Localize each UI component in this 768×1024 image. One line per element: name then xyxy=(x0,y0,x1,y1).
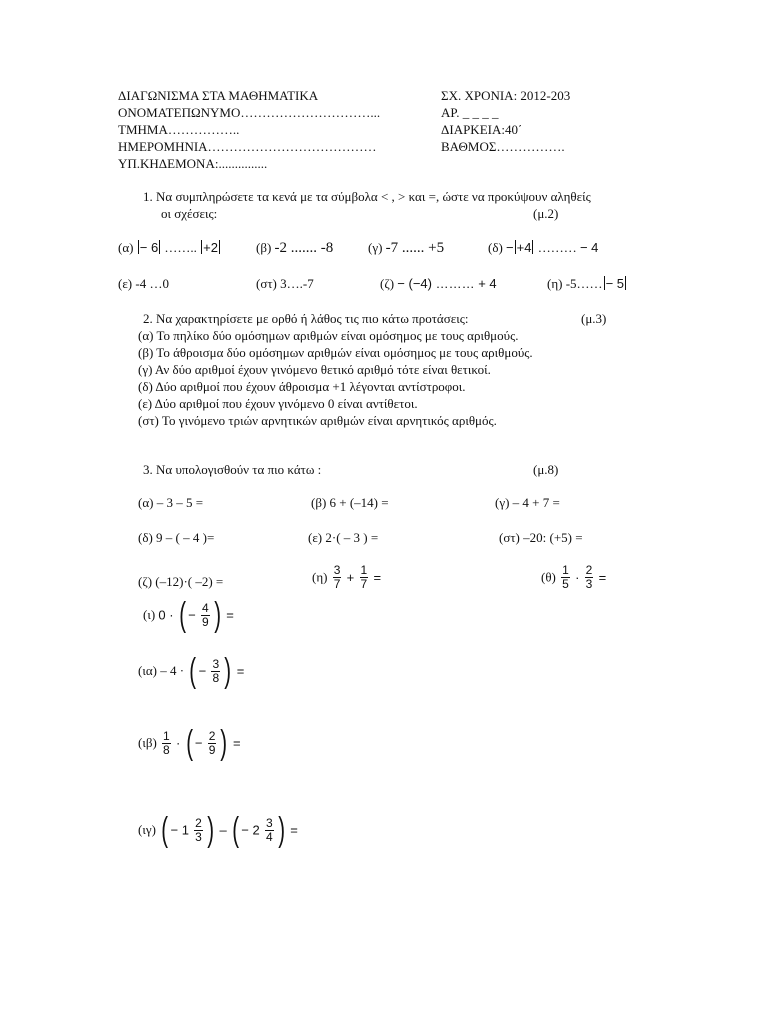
q3-item-e: (ε) 2·( – 3 ) = xyxy=(308,530,379,545)
q2-statement: (ε) Δύο αριθμοί που έχουν γινόμενο 0 είναι αντίθετοι. xyxy=(138,396,418,411)
q3-instruction: 3. Να υπολογισθούν τα πιο κάτω : xyxy=(143,462,322,477)
q2-marks: (μ.3) xyxy=(581,311,607,326)
q3-item-a: (α) – 3 – 5 = xyxy=(138,495,204,510)
q2-statement: (γ) Αν δύο αριθμοί έχουν γινόμενο θετικό αριθμό τότε είναι θετικοί. xyxy=(138,362,491,377)
q1-item-c: (γ) -7 ...... +5 xyxy=(368,240,445,256)
q1-item-h: (η) -5…… − 5 xyxy=(547,276,624,291)
fraction: $\frac{1}{8}$ xyxy=(163,728,170,757)
q3-item-b: (β) 6 + (–14) = xyxy=(311,495,389,510)
q1-instruction-cont: οι σχέσεις: xyxy=(161,206,218,221)
fraction: $\frac{1}{7}$ xyxy=(360,563,368,591)
q1-instruction: 1. Να συμπληρώσετε τα κενά με τα σύμβολα < , > και =, ώστε να προκύψουν αληθείς xyxy=(143,189,591,204)
fraction: $\frac{4}{9}$ xyxy=(202,600,209,629)
class-field: ΤΜΗΜΑ…………….. xyxy=(118,122,240,137)
guardian-field: ΥΠ.ΚΗΔΕΜΟΝΑ:............... xyxy=(118,156,268,171)
q3-item-ib: (ιβ) $\frac{1}{8}$ · ( − $\frac{2}{9}$ ) = xyxy=(138,724,241,762)
q2-statement: (α) Το πηλίκο δύο ομόσημων αριθμών είναι ομόσημος με τους αριθμούς. xyxy=(138,328,519,343)
date-field: ΗΜΕΡΟΜΗΝΙΑ………………………………… xyxy=(118,139,377,154)
q3-item-ig: (ιγ) ( − 1 $\frac{2}{3}$ ) – ( − 2 $\frac{3}{4}$ ) = xyxy=(138,811,298,849)
q3-marks: (μ.8) xyxy=(533,462,559,477)
q3-item-theta: (θ) $\frac{1}{5}$ · $\frac{2}{3}$ = xyxy=(541,563,607,591)
q1-marks: (μ.2) xyxy=(533,206,559,221)
q2-statement: (β) Το άθροισμα δύο ομόσημων αριθμών είναι ομόσημος με τους αριθμούς. xyxy=(138,345,533,360)
q2-statement: (στ) Το γινόμενο τριών αρνητικών αριθμών είναι αρνητικός αριθμός. xyxy=(138,413,497,428)
fraction: $\frac{3}{8}$ xyxy=(212,656,220,685)
q3-item-eta: (η) $\frac{3}{7}$ + $\frac{1}{7}$ = xyxy=(312,563,382,591)
q3-item-d: (δ) 9 – ( – 4 )= xyxy=(138,530,215,545)
q2-instruction: 2. Να χαρακτηρίσετε με ορθό ή λάθος τις πιο κάτω προτάσεις: xyxy=(143,311,469,326)
number-field: ΑΡ. _ _ _ _ xyxy=(441,105,499,120)
q1-item-a: (α) − 6 …….. +2 xyxy=(118,240,218,255)
q3-item-ia: (ια) – 4 · ( − $\frac{3}{8}$ ) = xyxy=(138,652,245,690)
fraction: $\frac{2}{9}$ xyxy=(208,728,216,757)
school-year: ΣΧ. ΧΡΟΝΙΑ: 2012-203 xyxy=(441,88,571,103)
fraction: $\frac{1}{5}$ xyxy=(562,563,569,591)
fraction: $\frac{2}{3}$ xyxy=(585,563,593,591)
q1-item-st: (στ) 3….-7 xyxy=(256,276,314,291)
q3-item-st: (στ) –20: (+5) = xyxy=(499,530,583,545)
q3-item-i: (ι) 0 · ( − $\frac{4}{9}$ ) = xyxy=(143,596,234,634)
q1-item-d: (δ) − +4 ……… − 4 xyxy=(488,240,599,255)
fraction: $\frac{2}{3}$ xyxy=(195,815,202,844)
fraction: $\frac{3}{4}$ xyxy=(265,815,273,844)
duration-field: ΔΙΑΡΚΕΙΑ:40΄ xyxy=(441,122,523,137)
name-field: ΟΝΟΜΑΤΕΠΩΝΥΜΟ…………………………... xyxy=(118,105,381,120)
q1-item-e: (ε) -4 …0 xyxy=(118,276,169,291)
grade-field: ΒΑΘΜΟΣ……………. xyxy=(441,139,565,154)
q3-item-c: (γ) – 4 + 7 = xyxy=(495,495,560,510)
q1-item-b: (β) -2 ....... -8 xyxy=(256,240,334,256)
q3-item-z: (ζ) (–12)·( –2) = xyxy=(138,574,224,589)
exam-title: ΔΙΑΓΩΝΙΣΜΑ ΣΤΑ ΜΑΘΗΜΑΤΙΚΑ xyxy=(118,88,319,103)
fraction: $\frac{3}{7}$ xyxy=(333,563,341,591)
q1-item-z: (ζ) − (−4) ……… + 4 xyxy=(380,276,497,291)
q2-statement: (δ) Δύο αριθμοί που έχουν άθροισμα +1 λέγονται αντίστροφοι. xyxy=(138,379,466,394)
